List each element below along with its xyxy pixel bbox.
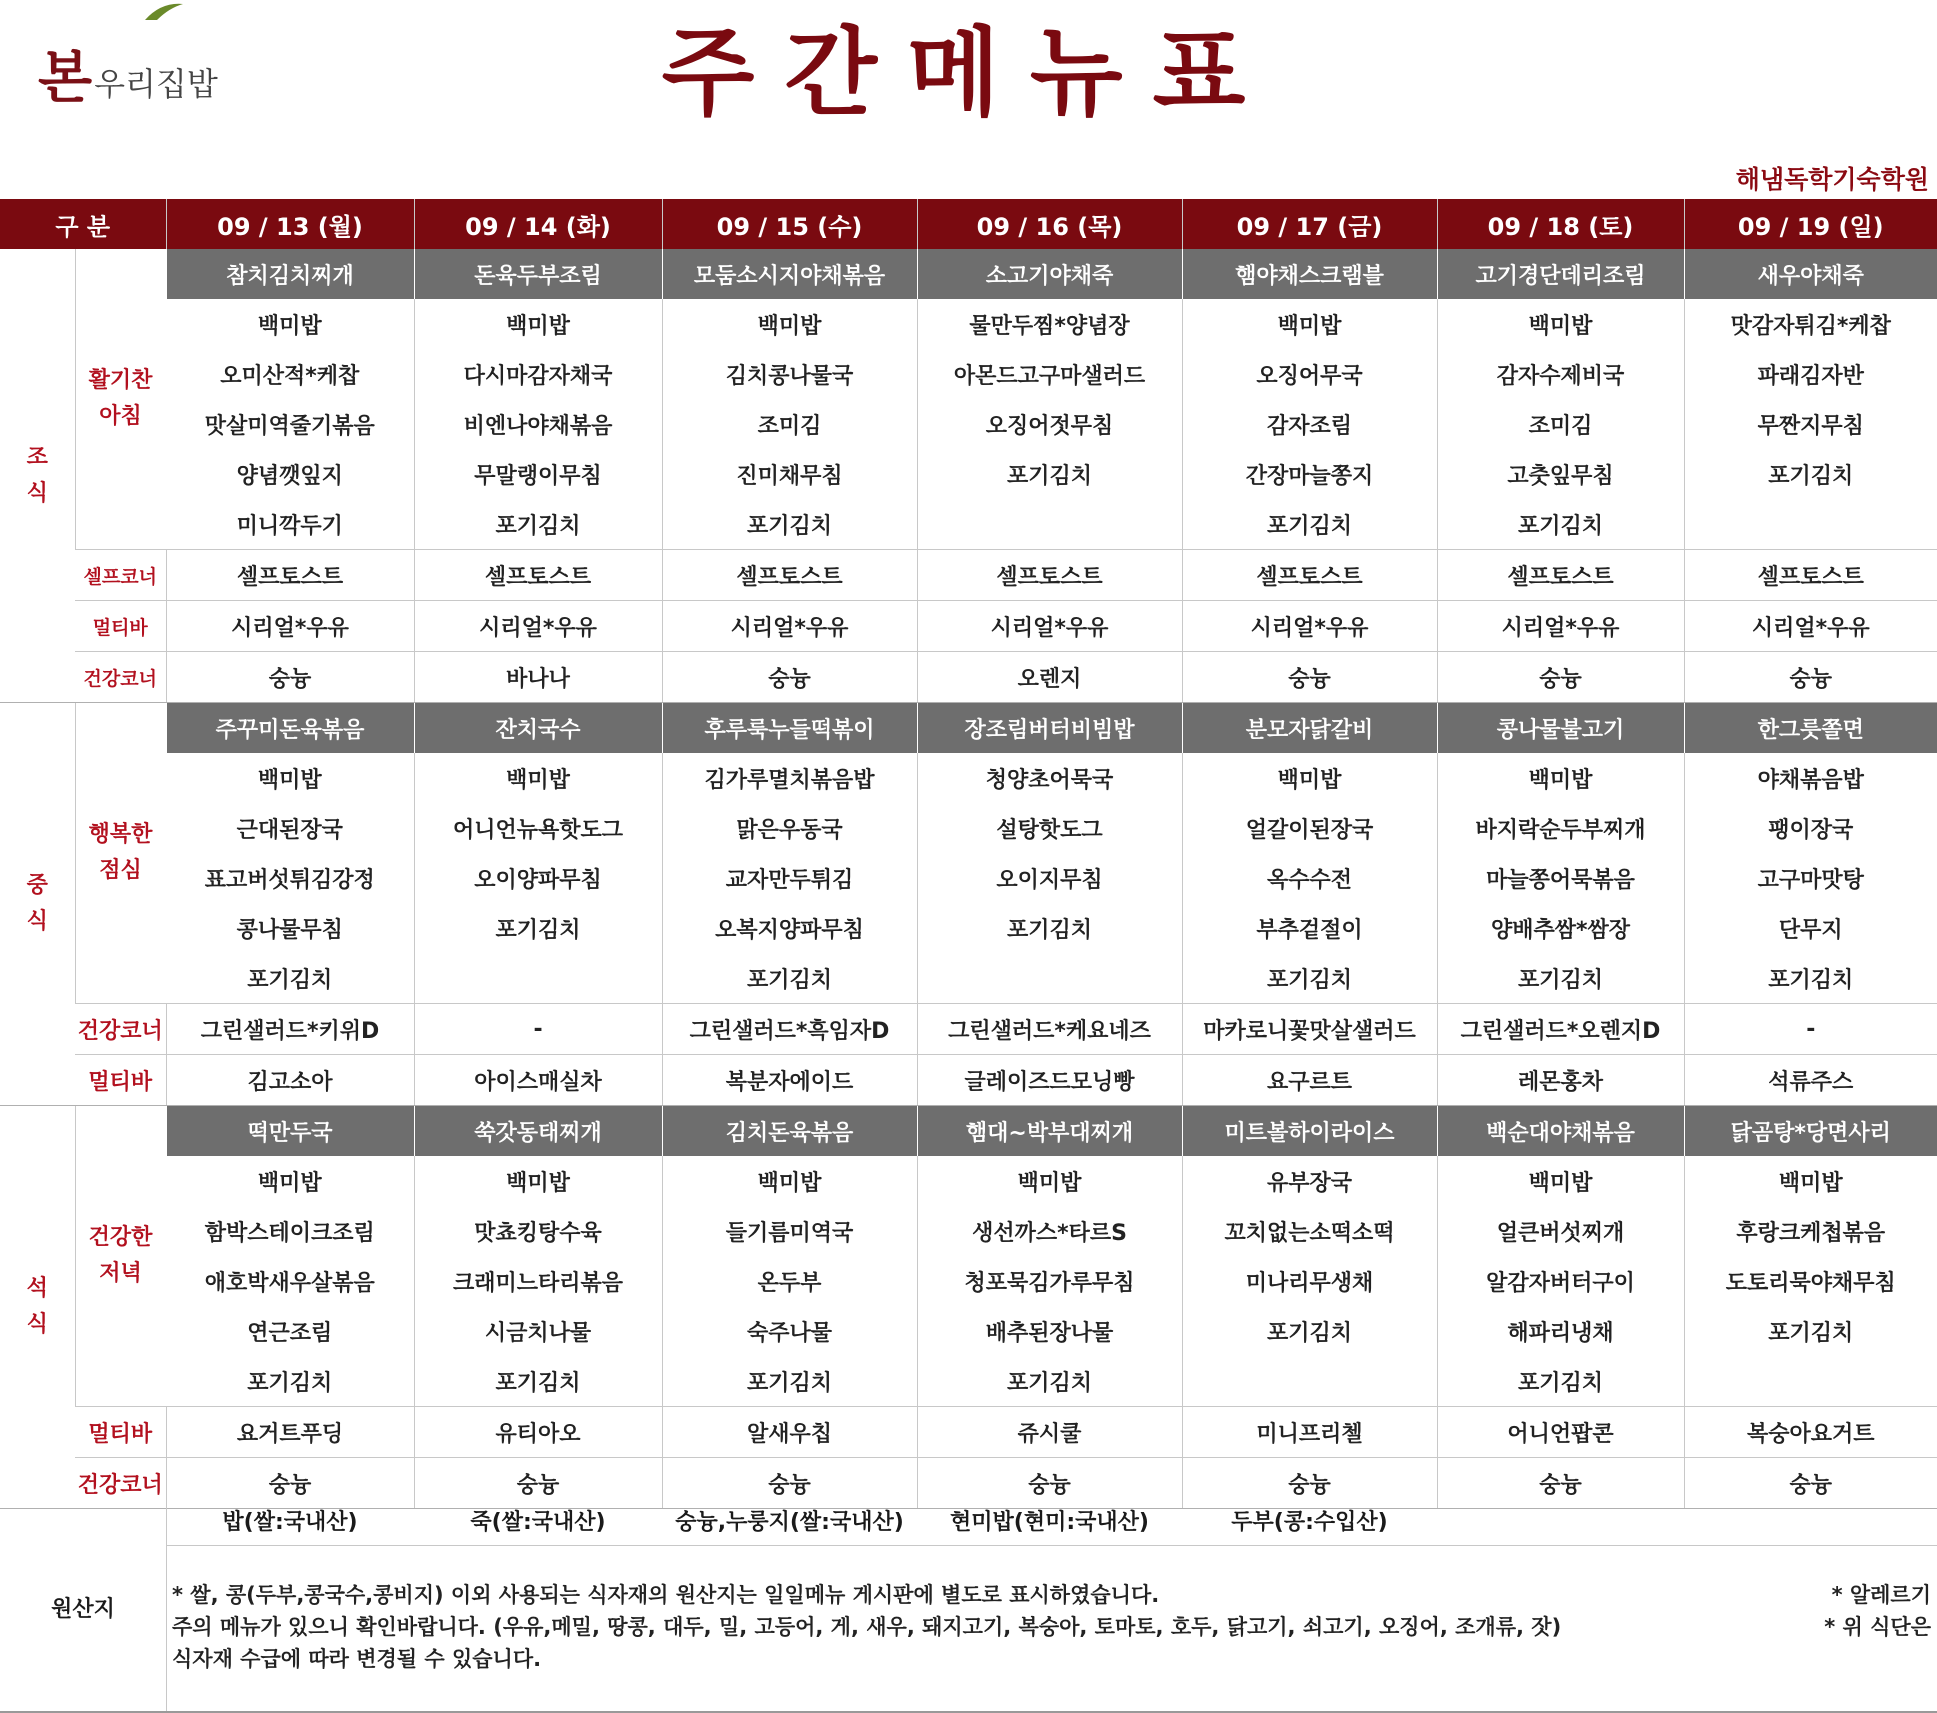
corner-label: 멀티바	[75, 1055, 166, 1106]
breakfast-sub-label: 활기찬 아침	[75, 249, 166, 550]
corner-item: 셀프토스트	[166, 550, 414, 601]
menu-item: 맛쵸킹탕수육	[414, 1206, 662, 1256]
corner-item: 숭늉	[1182, 1458, 1437, 1509]
menu-item: 맛살미역줄기볶음	[204, 413, 375, 439]
menu-item: 포기김치	[917, 1356, 1182, 1407]
menu-item: 백미밥	[257, 1170, 322, 1196]
menu-item: 온두부	[662, 1256, 917, 1306]
main-dish: 장조림버터비빔밥	[917, 703, 1182, 754]
lunch-label: 중 식	[0, 703, 75, 1106]
corner-item: -	[414, 1004, 662, 1055]
main-dish: 잔치국수	[414, 703, 662, 754]
origin-note: * 쌀, 콩(두부,콩국수,콩비지) 이외 사용되는 식자재의 원산지는 일일메뉴 게시판에 별도로 표시하였습니다.	[172, 1583, 1160, 1607]
menu-item: 백미밥	[414, 299, 662, 349]
menu-item: 애호박새우살볶음	[204, 1270, 375, 1296]
dinner-sub-label: 건강한 저녁	[75, 1106, 166, 1407]
menu-item: 포기김치	[1182, 953, 1437, 1004]
header-row	[0, 199, 1937, 249]
menu-item: 단무지	[1684, 903, 1937, 953]
breakfast-health-row	[0, 652, 1937, 703]
origin-label: 원산지	[0, 1501, 167, 1713]
menu-item: 얼갈이된장국	[1182, 803, 1437, 853]
menu-row	[0, 399, 1937, 449]
menu-item: 백미밥	[662, 1156, 917, 1206]
corner-item: 숭늉	[414, 1458, 662, 1509]
corner-item: 숭늉	[166, 652, 414, 703]
menu-item: 표고버섯튀김강정	[204, 867, 375, 893]
menu-row	[0, 753, 1937, 803]
corner-item: 글레이즈드모닝빵	[917, 1055, 1182, 1106]
origin-item: 두부(콩:수입산)	[1231, 1510, 1388, 1535]
menu-row	[0, 1156, 1937, 1206]
menu-item: 포기김치	[917, 903, 1182, 953]
page-title: 주간메뉴표	[661, 17, 1276, 129]
menu-item: 마늘쫑어묵볶음	[1437, 853, 1684, 903]
day-header: 09 / 16 (목)	[917, 199, 1182, 249]
main-dish: 주꾸미돈육볶음	[166, 703, 414, 754]
dinner-multi-row	[0, 1407, 1937, 1458]
lunch-sub-label: 행복한 점심	[75, 703, 166, 1004]
corner-item: 미니프리첼	[1182, 1407, 1437, 1458]
main-dish: 분모자닭갈비	[1182, 703, 1437, 754]
menu-item: 포기김치	[917, 449, 1182, 499]
allergy-note: 주의 메뉴가 있으니 확인바랍니다. (우유,메밀, 땅콩, 대두, 밀, 고등어, 게, 새우, 돼지고기, 복숭아, 토마토, 호두, 닭고기, 쇠고기, 오징어, 조개류, 잣)	[172, 1615, 1562, 1639]
main-dish: 참치김치찌개	[166, 249, 414, 299]
main-dish: 한그릇쫄면	[1684, 703, 1937, 754]
menu-row	[0, 449, 1937, 499]
day-header: 09 / 17 (금)	[1182, 199, 1437, 249]
menu-item: 포기김치	[1182, 499, 1437, 550]
menu-item: 포기김치	[1437, 953, 1684, 1004]
menu-item: 도토리묵야채무침	[1684, 1256, 1937, 1306]
corner-item: 셀프토스트	[1684, 550, 1937, 601]
corner-item: 숭늉	[1684, 652, 1937, 703]
menu-item: 미니깍두기	[236, 513, 343, 539]
menu-row	[0, 1306, 1937, 1356]
corner-label: 건강코너	[75, 652, 166, 703]
breakfast-label: 조 식	[0, 249, 75, 703]
corner-item: 숭늉	[166, 1458, 414, 1509]
menu-item: 바지락순두부찌개	[1437, 803, 1684, 853]
menu-item: 조미김	[1437, 399, 1684, 449]
menu-row	[0, 803, 1937, 853]
corner-item: 시리얼*우유	[917, 601, 1182, 652]
main-dish: 소고기야채죽	[917, 249, 1182, 299]
lunch-multi-row	[0, 1055, 1937, 1106]
main-dish: 백순대야채볶음	[1437, 1106, 1684, 1157]
menu-item: 포기김치	[247, 967, 333, 993]
menu-row	[0, 499, 1937, 550]
menu-item: 오미산적*케찹	[220, 363, 360, 389]
corner-item: 시리얼*우유	[1182, 601, 1437, 652]
menu-item: 오복지양파무침	[662, 903, 917, 953]
menu-item: 맑은우동국	[662, 803, 917, 853]
menu-item: 비엔나야채볶음	[414, 399, 662, 449]
menu-item: 포기김치	[1437, 1356, 1684, 1407]
menu-item: 콩나물무침	[236, 917, 343, 943]
corner-label: 멀티바	[75, 601, 166, 652]
menu-item: 백미밥	[257, 313, 322, 339]
menu-item: 팽이장국	[1684, 803, 1937, 853]
corner-item: 숭늉	[1437, 652, 1684, 703]
menu-item	[917, 953, 1182, 1004]
corner-item: 마카로니꽃맛살샐러드	[1182, 1004, 1437, 1055]
corner-item: 숭늉	[1182, 652, 1437, 703]
menu-item: 오징어젓무침	[917, 399, 1182, 449]
notes-right	[1824, 1579, 1931, 1643]
corner-item: 요거트푸딩	[166, 1407, 414, 1458]
menu-item: 설탕핫도그	[917, 803, 1182, 853]
menu-item: 간장마늘쫑지	[1182, 449, 1437, 499]
main-dish: 쑥갓동태찌개	[414, 1106, 662, 1157]
menu-row	[0, 953, 1937, 1004]
corner-item: 유티아오	[414, 1407, 662, 1458]
menu-item: 김치콩나물국	[662, 349, 917, 399]
menu-row	[0, 1206, 1937, 1256]
menu-item: 포기김치	[662, 953, 917, 1004]
menu-item: 부추겉절이	[1182, 903, 1437, 953]
menu-item: 포기김치	[1684, 449, 1937, 499]
main-dish: 김치돈육볶음	[662, 1106, 917, 1157]
menu-item: 크래미느타리볶음	[414, 1256, 662, 1306]
corner-item: 그린샐러드*케요네즈	[917, 1004, 1182, 1055]
corner-item: 복숭아요거트	[1684, 1407, 1937, 1458]
menu-item: 야채볶음밥	[1684, 753, 1937, 803]
weekly-menu-table	[0, 199, 1937, 1509]
main-dish: 콩나물불고기	[1437, 703, 1684, 754]
menu-item	[1684, 1356, 1937, 1407]
main-dish: 모둠소시지야채볶음	[662, 249, 917, 299]
day-header: 09 / 13 (월)	[166, 199, 414, 249]
menu-item: 포기김치	[414, 499, 662, 550]
corner-item: 셀프토스트	[414, 550, 662, 601]
menu-item: 숙주나물	[662, 1306, 917, 1356]
menu-item: 조미김	[662, 399, 917, 449]
menu-item: 포기김치	[414, 1356, 662, 1407]
menu-item: 감자수제비국	[1437, 349, 1684, 399]
main-dish: 떡만두국	[166, 1106, 414, 1157]
day-header: 09 / 18 (토)	[1437, 199, 1684, 249]
corner-item: 쥬시쿨	[917, 1407, 1182, 1458]
corner-item: 그린샐러드*오렌지D	[1437, 1004, 1684, 1055]
corner-item: 숭늉	[1437, 1458, 1684, 1509]
menu-item: 시금치나물	[414, 1306, 662, 1356]
corner-item: 시리얼*우유	[1437, 601, 1684, 652]
corner-item: 숭늉	[917, 1458, 1182, 1509]
menu-item: 백미밥	[1437, 753, 1684, 803]
corner-item: 어니언팝콘	[1437, 1407, 1684, 1458]
menu-item: 오이양파무침	[414, 853, 662, 903]
menu-item: 아몬드고구마샐러드	[917, 349, 1182, 399]
menu-item: 백미밥	[1684, 1156, 1937, 1206]
corner-label: 멀티바	[75, 1407, 166, 1458]
main-dish: 햄야채스크램블	[1182, 249, 1437, 299]
menu-item	[1182, 1356, 1437, 1407]
menu-item: 옥수수전	[1182, 853, 1437, 903]
menu-item: 어니언뉴욕핫도그	[414, 803, 662, 853]
menu-item: 연근조림	[247, 1320, 333, 1346]
menu-item: 고구마맛탕	[1684, 853, 1937, 903]
menu-item: 청포묵김가루무침	[917, 1256, 1182, 1306]
menu-item: 오이지무침	[917, 853, 1182, 903]
corner-label: 건강코너	[75, 1004, 166, 1055]
menu-item: 포기김치	[414, 903, 662, 953]
menu-item: 유부장국	[1182, 1156, 1437, 1206]
menu-item: 청양초어묵국	[917, 753, 1182, 803]
main-dish: 햄대~박부대찌개	[917, 1106, 1182, 1157]
menu-item: 들기름미역국	[662, 1206, 917, 1256]
corner-item: 복분자에이드	[662, 1055, 917, 1106]
corner-item: 시리얼*우유	[662, 601, 917, 652]
menu-item: 생선까스*타르S	[917, 1206, 1182, 1256]
main-dish: 미트볼하이라이스	[1182, 1106, 1437, 1157]
corner-item: 알새우칩	[662, 1407, 917, 1458]
menu-item: 해파리냉채	[1437, 1306, 1684, 1356]
corner-item: 시리얼*우유	[1684, 601, 1937, 652]
menu-item: 포기김치	[1684, 953, 1937, 1004]
menu-row	[0, 1356, 1937, 1407]
menu-item: 교자만두튀김	[662, 853, 917, 903]
corner-item: 오렌지	[917, 652, 1182, 703]
menu-item	[414, 953, 662, 1004]
menu-item: 양념깻잎지	[236, 463, 343, 489]
menu-item: 맛감자튀김*케찹	[1684, 299, 1937, 349]
corner-item: 셀프토스트	[917, 550, 1182, 601]
menu-row	[0, 349, 1937, 399]
day-header: 09 / 14 (화)	[414, 199, 662, 249]
corner-item: 그린샐러드*흑임자D	[662, 1004, 917, 1055]
corner-item: 아이스매실차	[414, 1055, 662, 1106]
breakfast-multi-row	[0, 601, 1937, 652]
breakfast-self-row	[0, 550, 1937, 601]
menu-item: 진미채무침	[662, 449, 917, 499]
logo-mark: 본	[38, 45, 91, 111]
menu-item: 백미밥	[1437, 299, 1684, 349]
lunch-health-row	[0, 1004, 1937, 1055]
menu-item: 포기김치	[662, 1356, 917, 1407]
menu-item: 고춧잎무침	[1437, 449, 1684, 499]
origin-item: 죽(쌀:국내산)	[470, 1510, 606, 1535]
corner-item: 요구르트	[1182, 1055, 1437, 1106]
menu-item: 파래김자반	[1684, 349, 1937, 399]
corner-item: 숭늉	[662, 652, 917, 703]
menu-item: 함박스테이크조림	[204, 1220, 375, 1246]
menu-item: 백미밥	[917, 1156, 1182, 1206]
menu-item: 감자조림	[1182, 399, 1437, 449]
menu-item	[917, 499, 1182, 550]
origin-item: 숭늉,누룽지(쌀:국내산)	[675, 1510, 904, 1535]
menu-item: 포기김치	[1182, 1306, 1437, 1356]
dinner-main-row	[0, 1106, 1937, 1157]
menu-item: 김가루멸치볶음밥	[662, 753, 917, 803]
menu-item: 물만두찜*양념장	[917, 299, 1182, 349]
breakfast-main-row	[0, 249, 1937, 299]
corner-item: 시리얼*우유	[414, 601, 662, 652]
corner-item: 그린샐러드*키위D	[166, 1004, 414, 1055]
menu-item: 오징어무국	[1182, 349, 1437, 399]
menu-item: 후랑크케첩볶음	[1684, 1206, 1937, 1256]
corner-item: 숭늉	[662, 1458, 917, 1509]
menu-row	[0, 1256, 1937, 1306]
main-dish: 닭곰탕*당면사리	[1684, 1106, 1937, 1157]
menu-item: 근대된장국	[236, 817, 343, 843]
corner-item: 셀프토스트	[1437, 550, 1684, 601]
menu-item: 백미밥	[1437, 1156, 1684, 1206]
menu-item: 백미밥	[414, 1156, 662, 1206]
menu-item: 미나리무생채	[1182, 1256, 1437, 1306]
menu-item: 양배추쌈*쌈장	[1437, 903, 1684, 953]
menu-item: 포기김치	[1437, 499, 1684, 550]
category-header: 구 분	[0, 199, 166, 249]
school-name: 해냄독학기숙학원	[1735, 165, 1929, 194]
origin-item: 밥(쌀:국내산)	[222, 1510, 358, 1535]
day-header: 09 / 19 (일)	[1684, 199, 1937, 249]
menu-item: 백미밥	[1182, 753, 1437, 803]
main-dish: 고기경단데리조림	[1437, 249, 1684, 299]
dinner-label: 석 식	[0, 1106, 75, 1509]
menu-item: 얼큰버섯찌개	[1437, 1206, 1684, 1256]
menu-item	[1684, 499, 1937, 550]
main-dish: 후루룩누들떡볶이	[662, 703, 917, 754]
menu-item: 포기김치	[247, 1370, 333, 1396]
corner-item: 석류주스	[1684, 1055, 1937, 1106]
menu-item: 다시마감자채국	[414, 349, 662, 399]
menu-item: 배추된장나물	[917, 1306, 1182, 1356]
corner-item: 김고소아	[166, 1055, 414, 1106]
change-note: 식자재 수급에 따라 변경될 수 있습니다.	[172, 1647, 542, 1671]
corner-item: 시리얼*우유	[166, 601, 414, 652]
menu-row	[0, 903, 1937, 953]
main-dish: 새우야채죽	[1684, 249, 1937, 299]
menu-item: 무짠지무침	[1684, 399, 1937, 449]
menu-row	[0, 853, 1937, 903]
corner-label: 건강코너	[75, 1458, 166, 1509]
menu-item: 백미밥	[662, 299, 917, 349]
menu-row	[0, 299, 1937, 349]
menu-item: 백미밥	[414, 753, 662, 803]
menu-item: 포기김치	[1684, 1306, 1937, 1356]
menu-item: 포기김치	[662, 499, 917, 550]
corner-item: -	[1684, 1004, 1937, 1055]
allergy-marker: * 알레르기	[1831, 1583, 1931, 1607]
corner-item: 바나나	[414, 652, 662, 703]
main-dish: 돈육두부조림	[414, 249, 662, 299]
menu-item: 알감자버터구이	[1437, 1256, 1684, 1306]
menu-item: 무말랭이무침	[414, 449, 662, 499]
menu-marker: * 위 식단은	[1824, 1615, 1931, 1639]
corner-item: 숭늉	[1684, 1458, 1937, 1509]
origin-item: 현미밥(현미:국내산)	[950, 1510, 1149, 1535]
menu-item: 백미밥	[257, 767, 322, 793]
corner-item: 레몬홍차	[1437, 1055, 1684, 1106]
origin-section	[0, 1501, 1937, 1713]
day-header: 09 / 15 (수)	[662, 199, 917, 249]
corner-label: 셀프코너	[75, 550, 166, 601]
origin-notes	[172, 1579, 1561, 1675]
corner-item: 셀프토스트	[1182, 550, 1437, 601]
origin-items	[166, 1501, 1937, 1546]
corner-item: 셀프토스트	[662, 550, 917, 601]
menu-item: 백미밥	[1182, 299, 1437, 349]
menu-item: 꼬치없는소떡소떡	[1182, 1206, 1437, 1256]
logo-text: 우리집밥	[94, 65, 218, 103]
lunch-main-row	[0, 703, 1937, 754]
